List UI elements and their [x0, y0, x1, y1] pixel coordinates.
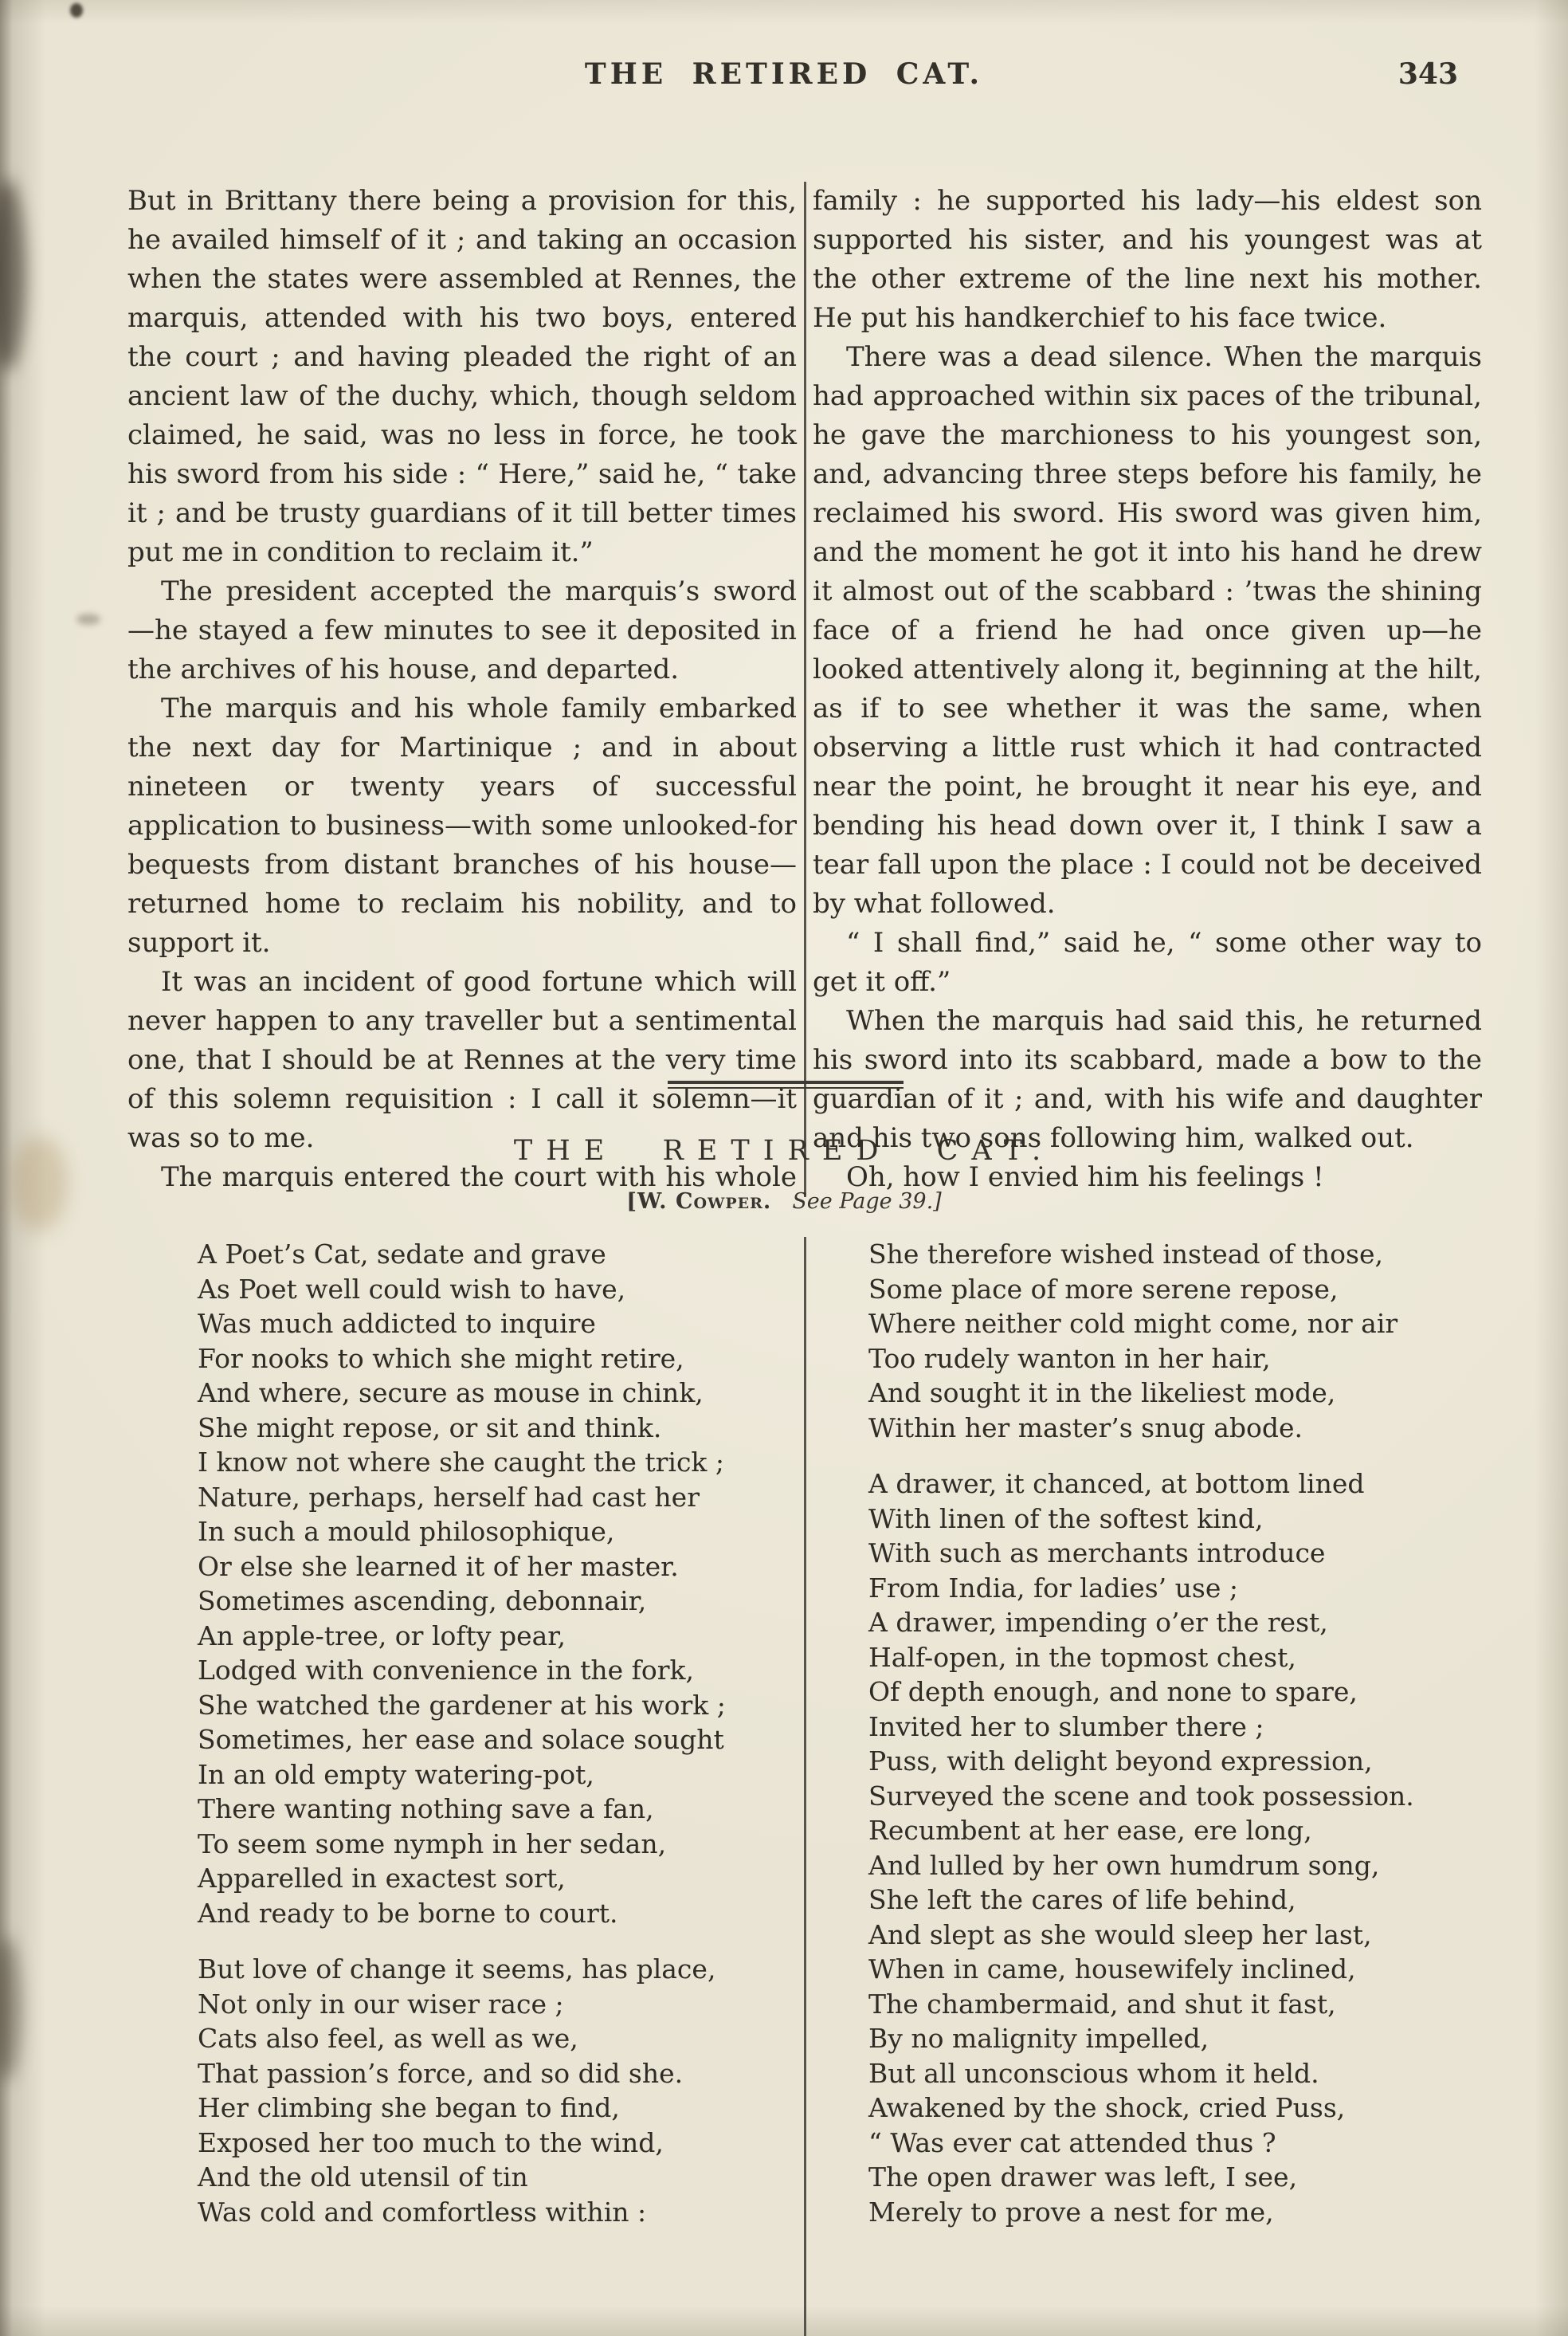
- poem-line: A drawer, it chanced, at bottom lined: [868, 1468, 1365, 1499]
- poem-line: The open drawer was left, I see,: [868, 2161, 1298, 2193]
- prose-section: [127, 182, 1482, 1197]
- poem-line: An apple-tree, or lofty pear,: [198, 1619, 566, 1651]
- poem-title: THE RETIRED CAT.: [513, 1135, 1055, 1167]
- poem-line: Awakened by the shock, cried Puss,: [868, 2092, 1346, 2123]
- poem-line: Her climbing she began to find,: [198, 2092, 620, 2123]
- page-number: 343: [1397, 57, 1458, 91]
- column-gutter: [797, 1237, 813, 2336]
- poem-stanza: [198, 1237, 797, 1930]
- scan-smudge: [0, 179, 25, 371]
- poem-line: Lodged with convenience in the fork,: [198, 1655, 695, 1686]
- poem-line: Nature, perhaps, herself had cast her: [198, 1481, 700, 1513]
- running-head-title: THE RETIRED CAT.: [584, 57, 984, 91]
- poem-line: I know not where she caught the trick ;: [198, 1447, 725, 1478]
- section-divider: [668, 1081, 904, 1089]
- poem-line: Recumbent at her ease, ere long,: [868, 1815, 1312, 1846]
- poem-section: [127, 1237, 1482, 2336]
- prose-paragraph: When the marquis had said this, he returned his sword into its scabbard, made a bow to the guardian of it ; and, with his wife and daughter and his two sons following him, walked out.: [813, 1005, 1482, 1154]
- poem-line: From India, for ladies’ use ;: [868, 1572, 1238, 1604]
- poem-line: A Poet’s Cat, sedate and grave: [198, 1239, 606, 1270]
- poem-right-column: [813, 1237, 1482, 2336]
- poem-line: Cats also feel, as well as we,: [198, 2023, 578, 2054]
- poem-attribution: [0, 1189, 1568, 1214]
- poem-left-column: [127, 1237, 797, 2336]
- poem-line: And sought it in the likeliest mode,: [868, 1377, 1336, 1408]
- poem-line: But all unconscious whom it held.: [868, 2057, 1319, 2089]
- poem-line: She might repose, or sit and think.: [198, 1411, 662, 1443]
- poem-line: She watched the gardener at his work ;: [198, 1689, 726, 1721]
- prose-paragraph: The president accepted the marquis’s sword—he stayed a few minutes to see it deposited in the archives of his house, and departed.: [127, 575, 797, 685]
- poem-line: The chambermaid, and shut it fast,: [868, 1988, 1336, 2020]
- poem-line: Or else she learned it of her master.: [198, 1550, 679, 1582]
- poem-author: [W. Cowper.: [626, 1189, 772, 1214]
- poem-line: Not only in our wiser race ;: [198, 1988, 564, 2020]
- poem-line: “ Was ever cat attended thus ?: [868, 2126, 1276, 2158]
- poem-line: Where neither cold might come, nor air: [868, 1308, 1398, 1339]
- poem-line: For nooks to which she might retire,: [198, 1342, 684, 1374]
- poem-stanza: [868, 1466, 1482, 2229]
- poem-line: And lulled by her own humdrum song,: [868, 1849, 1380, 1881]
- prose-paragraph: “ I shall find,” said he, “ some other way to get it off.”: [813, 927, 1482, 998]
- poem-line: Was cold and comfortless within :: [198, 2196, 647, 2228]
- poem-line: With linen of the softest kind,: [868, 1502, 1264, 1534]
- poem-line: And the old utensil of tin: [198, 2161, 528, 2193]
- poem-line: To seem some nymph in her sedan,: [198, 1828, 667, 1859]
- poem-line: Within her master’s snug abode.: [868, 1411, 1303, 1443]
- poem-line: With such as merchants introduce: [868, 1537, 1326, 1568]
- prose-paragraph: Oh, how I envied him his feelings !: [846, 1161, 1324, 1193]
- poem-line: In an old empty watering-pot,: [198, 1758, 594, 1790]
- running-head: [0, 57, 1568, 97]
- column-gutter: [797, 182, 813, 1197]
- poem-line: And ready to be borne to court.: [198, 1897, 618, 1929]
- poem-stanza: [868, 1237, 1482, 1445]
- poem-line: In such a mould philosophique,: [198, 1516, 615, 1547]
- poem-line: Too rudely wanton in her hair,: [868, 1342, 1271, 1374]
- poem-line: There wanting nothing save a fan,: [198, 1793, 654, 1824]
- poem-line: She left the cares of life behind,: [868, 1884, 1296, 1915]
- poem-line: By no malignity impelled,: [868, 2023, 1209, 2054]
- prose-paragraph: The marquis entered the court with his whole: [161, 1161, 797, 1193]
- poem-stanza: [198, 1952, 797, 2229]
- column-rule: [804, 1237, 806, 2336]
- scan-smudge: [76, 614, 100, 625]
- scan-smudge: [70, 3, 83, 18]
- poem-line: Some place of more serene repose,: [868, 1273, 1339, 1305]
- poem-page-reference: See Page 39.]: [792, 1189, 942, 1214]
- scan-smudge: [0, 1937, 21, 2080]
- prose-paragraph: The marquis and his whole family embarked the next day for Martinique ; and in about nineteen or twenty years of successful application to business—with some unlooked-for bequests from distant branches of his house—returned home to reclaim his nobility, and to support it.: [127, 693, 797, 959]
- poem-line: Exposed her too much to the wind,: [198, 2126, 664, 2158]
- prose-left-column: [127, 182, 797, 1197]
- poem-line: And slept as she would sleep her last,: [868, 1918, 1372, 1950]
- prose-paragraph: family : he supported his lady—his eldest son supported his sister, and his youngest was at the other extreme of the line next his mother. He put his handkerchief to his face twice.: [813, 185, 1482, 334]
- poem-line: Of depth enough, and none to spare,: [868, 1676, 1358, 1707]
- poem-line: When in came, housewifely inclined,: [868, 1953, 1356, 1985]
- prose-paragraph: There was a dead silence. When the marquis had approached within six paces of the tribunal, he gave the marchioness to his youngest son, and, advancing three steps before his family, he reclaimed his sword. His sword was given him, and the moment he got it into his hand he drew it almost out of the scabbard : ’twas the shining face of a friend he had once given up—he looked attentively along it, beginning at the hilt, as if to see whether it was the same, when observing a little rust which it had contracted near the point, he brought it near his eye, and bending his head down over it, I think I saw a tear fall upon the place : I could not be deceived by what followed.: [813, 341, 1482, 920]
- poem-line: That passion’s force, and so did she.: [198, 2057, 684, 2089]
- poem-line: And where, secure as mouse in chink,: [198, 1377, 704, 1408]
- poem-line: Sometimes, her ease and solace sought: [198, 1724, 724, 1755]
- poem-line: Half-open, in the topmost chest,: [868, 1641, 1296, 1673]
- poem-line: She therefore wished instead of those,: [868, 1239, 1383, 1270]
- poem-line: Apparelled in exactest sort,: [198, 1863, 566, 1894]
- prose-paragraph: It was an incident of good fortune which will never happen to any traveller but a sentimental one, that I should be at Rennes at the very time of this solemn requisition : I call it solemn—it was so to me.: [127, 966, 797, 1154]
- poem-line: Merely to prove a nest for me,: [868, 2196, 1274, 2228]
- poem-line: Surveyed the scene and took possession.: [868, 1780, 1414, 1812]
- poem-line: As Poet well could wish to have,: [198, 1273, 626, 1305]
- poem-line: Was much addicted to inquire: [198, 1308, 596, 1339]
- poem-line: Puss, with delight beyond expression,: [868, 1745, 1373, 1777]
- poem-line: Sometimes ascending, debonnair,: [198, 1585, 647, 1616]
- poem-line: A drawer, impending o’er the rest,: [868, 1607, 1328, 1638]
- poem-line: Invited her to slumber there ;: [868, 1710, 1264, 1742]
- poem-line: But love of change it seems, has place,: [198, 1953, 716, 1985]
- prose-right-column: [813, 182, 1482, 1197]
- column-rule: [804, 182, 806, 1197]
- prose-paragraph: But in Brittany there being a provision for this, he availed himself of it ; and taking an occasion when the states were assembled at Rennes, the marquis, attended with his two boys, entered the court ; and having pleaded the right of an ancient law of the duchy, which, though seldom claimed, he said, was no less in force, he took his sword from his side : “ Here,” said he, “ take it ; and be trusty guardians of it till better times put me in condition to reclaim it.”: [127, 185, 797, 568]
